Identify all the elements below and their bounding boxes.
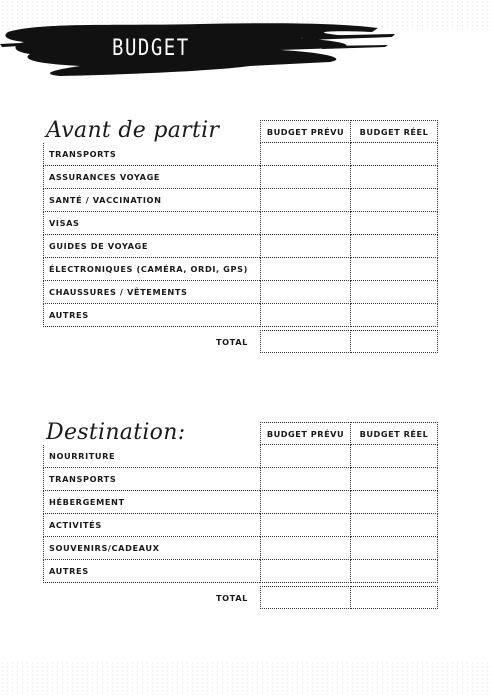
planned-amount-cell[interactable] bbox=[260, 560, 351, 583]
planned-amount-cell[interactable] bbox=[260, 514, 351, 537]
row-label: AUTRES bbox=[49, 310, 89, 320]
table-row bbox=[43, 189, 438, 212]
row-label: ASSURANCES VOYAGE bbox=[49, 172, 161, 182]
actual-amount-cell[interactable] bbox=[351, 514, 438, 537]
actual-amount-cell[interactable] bbox=[351, 560, 438, 583]
actual-amount-cell[interactable] bbox=[351, 281, 438, 304]
planned-amount-cell[interactable] bbox=[260, 143, 351, 166]
row-label: TRANSPORTS bbox=[49, 149, 117, 159]
actual-amount-cell[interactable] bbox=[351, 143, 438, 166]
table-row bbox=[43, 468, 438, 491]
actual-amount-cell[interactable] bbox=[351, 189, 438, 212]
row-label: CHAUSSURES / VÊTEMENTS bbox=[49, 287, 188, 297]
planned-amount-cell[interactable] bbox=[260, 468, 351, 491]
actual-total-cell[interactable] bbox=[351, 330, 438, 353]
actual-amount-cell[interactable] bbox=[351, 537, 438, 560]
brush-stroke-banner bbox=[0, 14, 400, 84]
row-label: GUIDES DE VOYAGE bbox=[49, 241, 149, 251]
table-row bbox=[43, 537, 438, 560]
planned-amount-cell[interactable] bbox=[260, 491, 351, 514]
row-label: HÉBERGEMENT bbox=[49, 497, 125, 507]
planned-amount-cell[interactable] bbox=[260, 189, 351, 212]
page-title: BUDGET bbox=[112, 35, 190, 61]
table-row bbox=[43, 143, 438, 166]
planned-amount-cell[interactable] bbox=[260, 212, 351, 235]
table-row bbox=[43, 281, 438, 304]
column-header-planned: BUDGET PRÉVU bbox=[260, 422, 351, 445]
table-header-row bbox=[43, 120, 438, 143]
row-label: VISAS bbox=[49, 218, 80, 228]
table-row bbox=[43, 258, 438, 281]
row-label: NOURRITURE bbox=[49, 451, 116, 461]
table-header-row bbox=[43, 422, 438, 445]
actual-amount-cell[interactable] bbox=[351, 468, 438, 491]
actual-amount-cell[interactable] bbox=[351, 166, 438, 189]
column-header-actual: BUDGET RÉEL bbox=[351, 120, 438, 143]
actual-amount-cell[interactable] bbox=[351, 258, 438, 281]
speckle-texture-bottom bbox=[0, 661, 492, 695]
row-label: TRANSPORTS bbox=[49, 474, 117, 484]
total-label: TOTAL bbox=[215, 337, 248, 347]
actual-amount-cell[interactable] bbox=[351, 445, 438, 468]
total-row bbox=[43, 330, 438, 353]
planned-amount-cell[interactable] bbox=[260, 166, 351, 189]
column-header-planned: BUDGET PRÉVU bbox=[260, 120, 351, 143]
planned-amount-cell[interactable] bbox=[260, 304, 351, 327]
row-label: AUTRES bbox=[49, 566, 89, 576]
table-row bbox=[43, 514, 438, 537]
section-heading: Destination: bbox=[46, 420, 186, 445]
table-row bbox=[43, 212, 438, 235]
planned-amount-cell[interactable] bbox=[260, 235, 351, 258]
actual-total-cell[interactable] bbox=[351, 586, 438, 609]
table-row bbox=[43, 560, 438, 583]
planned-amount-cell[interactable] bbox=[260, 258, 351, 281]
actual-amount-cell[interactable] bbox=[351, 304, 438, 327]
row-label: SANTÉ / VACCINATION bbox=[49, 195, 162, 205]
planned-amount-cell[interactable] bbox=[260, 445, 351, 468]
section-heading: Avant de partir bbox=[46, 118, 220, 143]
column-header-actual: BUDGET RÉEL bbox=[351, 422, 438, 445]
planned-total-cell[interactable] bbox=[260, 586, 351, 609]
table-row bbox=[43, 235, 438, 258]
row-label: SOUVENIRS/CADEAUX bbox=[49, 543, 160, 553]
planned-amount-cell[interactable] bbox=[260, 537, 351, 560]
table-row bbox=[43, 445, 438, 468]
actual-amount-cell[interactable] bbox=[351, 212, 438, 235]
planned-amount-cell[interactable] bbox=[260, 281, 351, 304]
planned-total-cell[interactable] bbox=[260, 330, 351, 353]
row-label: ACTIVITÉS bbox=[49, 520, 102, 530]
total-row bbox=[43, 586, 438, 609]
row-label: ÉLECTRONIQUES (CAMÉRA, ORDI, GPS) bbox=[49, 264, 248, 274]
actual-amount-cell[interactable] bbox=[351, 235, 438, 258]
actual-amount-cell[interactable] bbox=[351, 491, 438, 514]
total-label: TOTAL bbox=[215, 593, 248, 603]
table-row bbox=[43, 166, 438, 189]
table-row bbox=[43, 304, 438, 327]
table-row bbox=[43, 491, 438, 514]
